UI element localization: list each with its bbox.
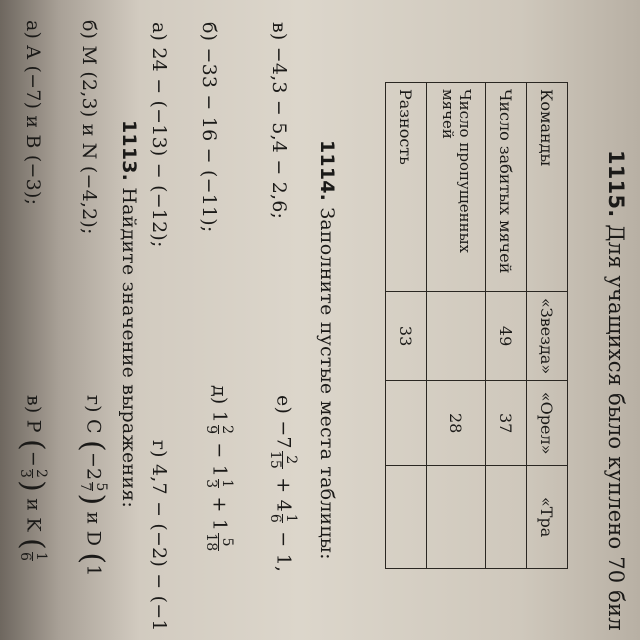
whole-part: 1 [208, 518, 231, 532]
item-label: в) [22, 395, 45, 414]
table-cell: «Звезда» [527, 292, 568, 381]
paren: ( [75, 552, 110, 565]
denominator: 9 [203, 425, 219, 435]
item-text: и K [22, 498, 45, 532]
table-cell [427, 292, 486, 381]
numerator: 2 [33, 469, 49, 479]
expression-e [267, 395, 298, 572]
exercise-text: Для учащихся было куплено 70 бил [604, 224, 628, 631]
whole-part: 1 [208, 410, 231, 424]
task-row-b [78, 20, 100, 235]
numerator: 2 [283, 455, 299, 465]
table-cell: 28 [427, 381, 486, 466]
whole-part: 4 [272, 499, 295, 512]
table-cell: Разность [386, 83, 427, 292]
table-cell [427, 466, 486, 569]
table-cell: «Орел» [527, 381, 568, 466]
whole-part: 1 [208, 464, 231, 478]
table-cell [486, 466, 527, 569]
item-text: и D [82, 511, 105, 547]
operator: + [208, 496, 231, 513]
item-label: г) [82, 395, 105, 413]
item-label: е) [272, 395, 295, 415]
fraction [267, 451, 298, 469]
table-cell: Команды [527, 83, 568, 292]
item-label: б) [78, 20, 100, 40]
table-row [486, 83, 527, 569]
item-label: д) [208, 385, 231, 405]
exercise-1113-heading [118, 120, 140, 508]
item-text: M (2,3) и N (−4,2); [78, 45, 100, 235]
expression-g: г) 4,7 − (−2) − (−1 [148, 440, 170, 632]
paren: ( [15, 439, 50, 451]
denominator: 6 [17, 551, 33, 562]
fraction [17, 469, 48, 478]
exercise-1115-heading [604, 150, 628, 631]
item-text: C [82, 419, 105, 434]
table-row [527, 83, 568, 569]
operator: − [208, 442, 231, 459]
item-label: а) [22, 20, 44, 40]
denominator: 6 [267, 513, 283, 523]
item-text: A (−7) и B (−3); [22, 45, 44, 206]
expression-d [203, 385, 234, 553]
exercise-title: Найдите значение выражения: [118, 187, 140, 508]
paren: ( [15, 538, 50, 550]
table-cell: Число забитых мячей [486, 83, 527, 292]
numerator: 5 [219, 537, 235, 547]
table-row [427, 83, 486, 569]
expression-a: а) 24 − (−13) − (−12); [148, 22, 170, 248]
fraction [203, 479, 234, 488]
expression-v: в) −4,3 − 5,4 − 2,6; [268, 22, 290, 220]
numerator: 1 [33, 551, 49, 562]
task-row-a [22, 20, 44, 205]
exercise-number: 1113. [118, 120, 140, 182]
numerator: 5 [93, 482, 109, 492]
fraction [17, 552, 48, 561]
denominator: 3 [17, 469, 33, 479]
task-row-g [75, 395, 110, 577]
table-cell [386, 466, 427, 569]
denominator: 7 [77, 482, 93, 492]
paren: ) [75, 493, 110, 506]
fraction [203, 425, 234, 434]
table-row [386, 83, 427, 569]
task-row-v: в) P (− 2 3 ) и K ( 1 6 [15, 395, 50, 562]
fraction [77, 482, 108, 491]
results-table [385, 82, 568, 569]
numerator: 2 [219, 425, 235, 435]
exercise-number: 1115. [604, 150, 628, 218]
denominator: 18 [203, 533, 219, 552]
table-cell: «Тра [527, 466, 568, 569]
expression-b: б) −33 − 16 − (−11); [198, 22, 220, 233]
fraction [267, 514, 298, 523]
numerator: 1 [283, 513, 299, 523]
exercise-title: Заполните пустые места таблицы: [316, 207, 338, 560]
operator: + [272, 477, 295, 494]
table-cell: 33 [386, 292, 427, 381]
table-cell [386, 381, 427, 466]
whole-part: 1 [82, 564, 105, 577]
item-text: P [22, 419, 45, 433]
fraction [203, 533, 234, 551]
paren: ) [15, 480, 50, 493]
denominator: 15 [267, 450, 283, 469]
table-cell: Число пропущенных мячей [427, 83, 486, 292]
table-cell: 49 [486, 292, 527, 381]
denominator: 3 [203, 479, 219, 489]
table-cell: 37 [486, 381, 527, 466]
whole-part: −2 [82, 451, 105, 481]
paren: ( [75, 440, 110, 452]
numerator: 1 [219, 479, 235, 489]
exercise-1114-heading [316, 140, 338, 560]
item-text: − 1, [272, 531, 295, 573]
exercise-number: 1114. [316, 140, 338, 202]
whole-part: −7 [272, 420, 295, 449]
